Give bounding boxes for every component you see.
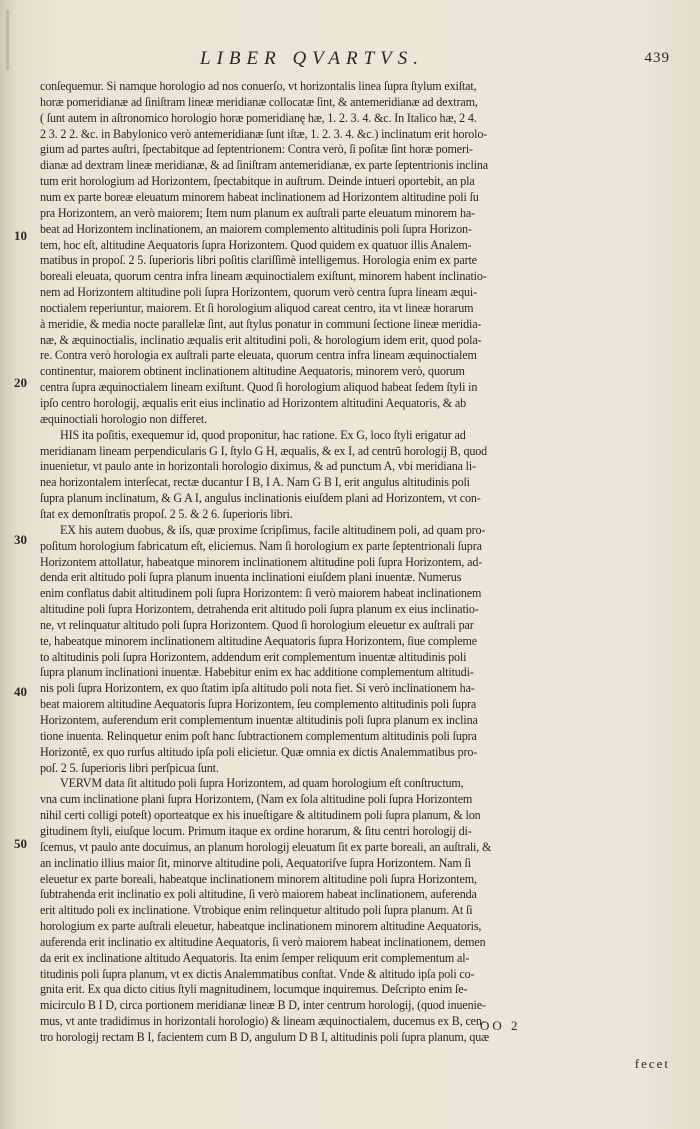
text-line: eleuetur ex parte boreali, habeatque inclinationem minorem altitudine poli ſupra Horizontem,: [40, 871, 477, 886]
text-line: tro horologij rectam B I, facientem cum B D, angulum D B I, altitudinis poli ſupra planum, quæ: [40, 1030, 490, 1044]
text-line: 2 3. 2 2. &c. in Babylonico verò antemeridianæ ſunt iſtæ, 1. 2. 3. 4. &c.) inclinatum erit horolo-: [40, 126, 488, 141]
text-line: æquinoctiali horologio non differet.: [40, 411, 208, 426]
text-line: beat ad Horizontem inclinationem, an maiorem complemento altitudinis poli ſupra Horizon-: [40, 221, 472, 236]
text-line: Horizontẽ, ex quo rurſus altitudo ipſa poli elicietur. Quæ omnia ex dictis Analemmatibus pro-: [40, 744, 478, 759]
page-header: [40, 48, 670, 74]
text-line: enim conflatus dabit altitudinem poli ſupra Horizontem: ſi verò maiorem habeat inclinationem: [40, 586, 482, 601]
text-line: beat maiorem altitudine Aequatoris ſupra Horizontem, ſeu complemento altitudinis poli ſupra: [40, 697, 477, 712]
text-line: ſupra planum inclinatum, & G A I, angulus inclinationis eiuſdem plani ad Horizontem, vt con-: [40, 491, 481, 506]
text-line: altitudine poli ſupra Horizontem, detrahenda erit altitudo poli ſupra planum ex eius inclinatio-: [40, 602, 479, 617]
text-line: to altitudinis poli ſupra Horizontem, addendum erit complementum inuentæ altitudinis poli: [40, 649, 467, 664]
body-text: [40, 78, 670, 1078]
text-line: an inclinatio illius maior ſit, minorve altitudine poli, Aequatoriſve ſupra Horizontem. Nam ſi: [40, 855, 471, 870]
text-line: boreali eleuata, quorum centra infra lineam æquinoctialem exiſtunt, minorem habent inclinatio-: [40, 269, 487, 284]
text-line: dianæ ad dextram lineæ meridianæ, & ad ſiniſtram antemeridianæ, ex parte ſeptentrionis inclina: [40, 158, 489, 173]
text-line: centra ſupra æquinoctialem lineam exiſtunt. Quod ſi horologium aliquod habeat ſedem ſtyli in: [40, 380, 478, 395]
binding-shadow: [6, 10, 9, 70]
text-line: noctialem reperiuntur, maiorem. Et ſi horologium aliquod careat centro, ita vt lineæ horarum: [40, 300, 474, 315]
text-line: à meridie, & media nocte parallelæ ſint, aut ſtylus ponatur in communi ſectione lineæ meridia-: [40, 316, 482, 331]
signature-mark: OO 2: [480, 1018, 521, 1033]
text-line: tione inuenta. Relinquetur enim poſt hanc ſubtractionem complementum altitudinis poli ſupra: [40, 728, 477, 743]
text-line: Horizontem attollatur, habeatque minorem inclinationem altitudine poli ſupra Horizontem, ad-: [40, 554, 483, 569]
text-line: tum erit horologium ad Horizontem, ſpectabitque in auſtrum. Deinde intueri oportebit, an pla: [40, 174, 475, 189]
text-line: continentur, maiorem obtinent inclinationem altitudine Aequatoris, minorem verò, quorum: [40, 364, 465, 379]
text-line: nis poli ſupra Horizontem, ex quo ſtatim ipſa altitudo poli nota fiet. Si verò inclinationem ha-: [40, 681, 475, 696]
text-line: micirculo B I D, circa portionem meridianæ lineæ B D, inter centrum horologij, (quod inuenie-: [40, 998, 486, 1013]
text-line: inuenietur, vt paulo ante in horizontali horologio diximus, & ad punctum A, vbi meridiana li-: [40, 459, 476, 474]
text-line: meridianam lineam perpendicularis G I, ſtylo G H, æqualis, & ex I, ad centrũ horologij B, quod: [40, 443, 488, 458]
margin-line-number: 50: [14, 836, 27, 851]
text-line: auferenda erit inclinatio ex altitudine Aequatoris, ſi verò maiorem habeat inclinationem, demen: [40, 934, 486, 949]
text-line: nem ad Horizontem altitudine poli ſupra Horizontem, quorum verò centra ſupra lineam æqui-: [40, 285, 478, 300]
text-line: poſitum horologium fabricatum eſt, eliciemus. Nam ſi horologium ex parte ſeptentrionali ſupra: [40, 538, 482, 553]
text-line: HIS ita poſitis, exequemur id, quod proponitur, hac ratione. Ex G, loco ſtyli erigatur ad: [60, 427, 466, 442]
text-line: næ, & æquinoctialis, inclinatio æqualis erit altitudini poli, & horologium idem erit, quod pola-: [40, 332, 482, 347]
text-line: re. Contra verò horologia ex auſtrali parte eleuata, quorum centra infra lineam æquinoctialem: [40, 348, 477, 363]
text-line: VERVM data ſit altitudo poli ſupra Horizontem, ad quam horologium eſt conſtructum,: [60, 776, 464, 791]
text-line: titudinis poli ſupra planum, vt ex dictis Analemmatibus conſtat. Vnde & altitudo ipſa poli co-: [40, 966, 475, 981]
text-line: ſtat ex demonſtratis propoſ. 2 5. & 2 6. ſuperioris libri.: [40, 506, 293, 521]
text-line: nea horizontalem interſecat, rectæ ducantur I B, I A. Nam G B I, erit angulus altitudinis poli: [40, 475, 470, 490]
text-line: pra Horizontem, an verò maiorem; Item num planum ex auſtrali parte eleuatum minorem ha-: [40, 205, 475, 220]
text-line: Horizontem, auferendum erit complementum inuentæ altitudinis poli ſupra planum ex inclina: [40, 713, 478, 727]
text-line: matibus in propoſ. 2 5. ſuperioris libri poſitis clariſſimè intelligemus. Horologia enim ex parte: [40, 253, 477, 268]
text-line: horologium ex parte auſtrali eleuetur, habeatque inclinationem minorem altitudine Aequatoris,: [40, 919, 482, 934]
margin-line-number: 30: [14, 532, 27, 547]
page-number: 439: [644, 50, 670, 66]
text-line: horæ pomeridianæ ad ſiniſtram lineæ meridianæ collocatæ ſint, & antemeridianæ ad dextram,: [40, 94, 478, 109]
text-line: EX his autem duobus, & iſs, quæ proxime ſcripſimus, facile altitudinem poli, ad quam pro-: [60, 522, 486, 537]
text-line: gitudinem ſtyli, eiuſque locum. Primum itaque ex ordine horarum, & ſitu centri horologij di-: [40, 823, 472, 838]
text-line: ſcemus, vt paulo ante docuimus, an planum horologij eleuatum ſit ex parte boreali, an auſtrali, &: [40, 839, 492, 854]
text-line: da erit ex inclinatione altitudo Aequatoris. Ita enim ſemper reliquum erit complementum al-: [40, 950, 470, 965]
text-line: vna cum inclinatione plani ſupra Horizontem, (Nam ex ſola altitudine poli ſupra Horizontem: [40, 792, 473, 807]
text-line: poſ. 2 5. ſuperioris libri perſpicua ſunt.: [40, 760, 219, 775]
text-line: tem, hoc eſt, altitudine Aequatoris ſupra Horizontem. Quod quidem ex quatuor illis Analem-: [40, 237, 472, 252]
text-line: gium ad partes auſtri, ſpectabitque ad ſeptentrionem: Contra verò, ſi poſitæ ſint horæ pomeri-: [40, 142, 473, 157]
text-line: ſupra planum inclinationi inuentæ. Habebitur enim ex hac additione complementum altitudi-: [40, 665, 474, 680]
text-line: mus, vt ante tradidimus in horizontali horologio) & lineam æquinoctialem, ducemus ex B, cen-: [40, 1014, 486, 1029]
text-line: conſequemur. Si namque horologio ad nos conuerſo, vt horizontalis linea ſupra ſtylum exiſtat,: [40, 79, 477, 93]
text-line: ipſo centro horologij, æqualis erit eius inclinatio ad Horizontem altitudini Aequatoris, & ab: [40, 396, 467, 410]
text-line: ne, vt relinquatur altitudo poli ſupra Horizontem. Quod ſi horologium eleuetur ex auſtrali par: [40, 617, 474, 632]
text-line: ( ſunt autem in aſtronomico horologio horæ pomeridianę hæ, 1. 2. 3. 4. &c. In Italico hæ, 2 4.: [40, 110, 477, 125]
text-line: gnita erit. Ex qua dicto citius ſtyli magnitudinem, locumque inquiremus. Deſcripto enim ſe-: [40, 982, 468, 997]
margin-line-number: 20: [14, 375, 27, 390]
text-line: erit altitudo poli ex inclinatione. Vtrobique enim relinquetur altitudo poli ſupra planum. At ſi: [40, 903, 473, 918]
running-head: LIBER QVARTVS.: [200, 48, 425, 69]
text-line: nihil certi colligi poteſt) oporteatque ex his inueſtigare & altitudinem poli ſupra planum, & lon: [40, 808, 481, 823]
text-line: ſubtrahenda erit inclinatio ex poli altitudine, ſi verò maiorem habeat inclinationem, auferenda: [40, 887, 477, 902]
catchword: fecet: [634, 1056, 670, 1071]
text-line: denda erit altitudo poli ſupra planum inuenta inclinationi eiuſdem plani inuentæ. Numerus: [40, 570, 462, 585]
margin-line-number: 40: [14, 684, 27, 699]
text-line: te, habeatque minorem inclinationem altitudine Aequatoris ſupra Horizontem, ſiue compleme: [40, 633, 478, 648]
margin-line-number: 10: [14, 228, 27, 243]
text-line: num ex parte boreæ eleuatum minorem habeat inclinationem ad Horizontem altitudine poli ſu: [40, 189, 479, 204]
